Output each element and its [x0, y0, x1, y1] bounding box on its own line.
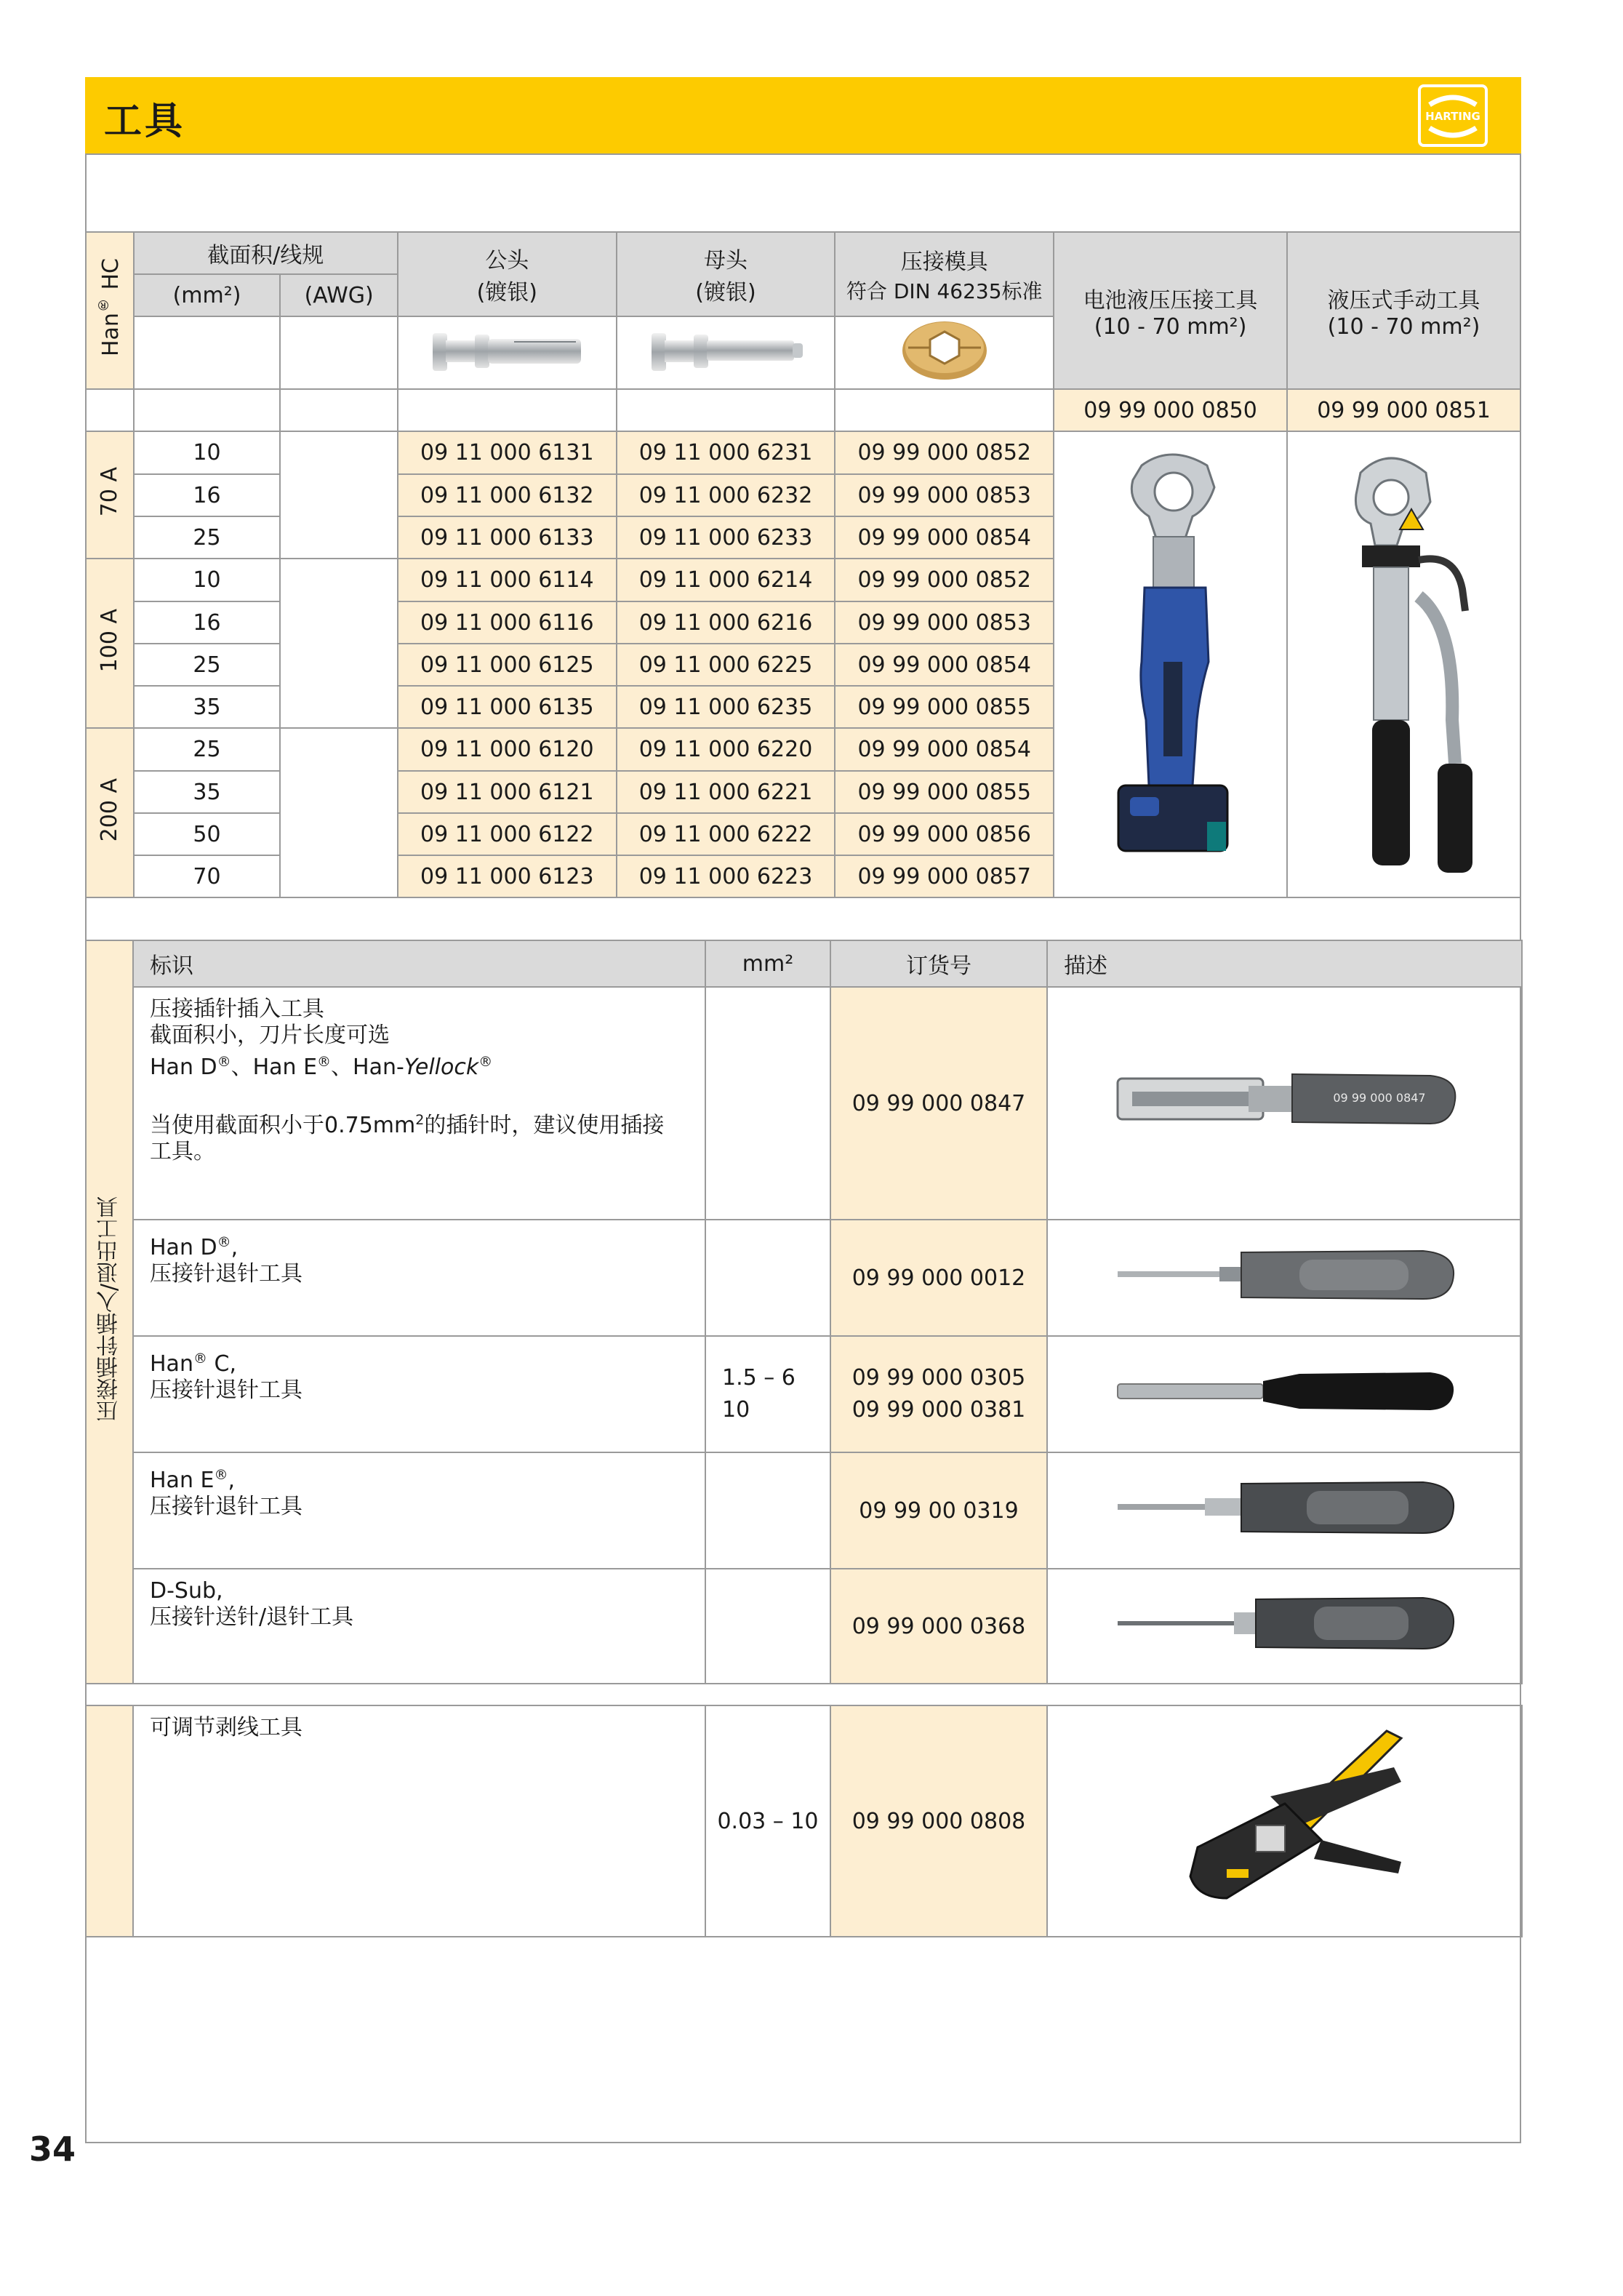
female-order: 09 11 000 6232 — [617, 474, 835, 516]
han-c-mm2: 1.5 – 6 10 — [705, 1336, 830, 1452]
stripping-tool-table — [85, 1705, 1523, 1937]
die-header: 压接模具 符合 DIN 46235标准 — [835, 232, 1054, 316]
stripping-tool-name: 可调节剥线工具 — [133, 1705, 705, 1937]
insertion-tool-icon — [1110, 1057, 1459, 1144]
stripping-tool-image — [1047, 1705, 1522, 1937]
han-c-extraction-tool-icon — [1110, 1355, 1459, 1428]
group-70a-label: 70 A — [86, 431, 134, 559]
male-order: 09 11 000 6135 — [398, 686, 617, 728]
male-order: 09 11 000 6116 — [398, 601, 617, 644]
mm2-cell: 70 — [134, 855, 281, 897]
mm2-cell: 16 — [134, 601, 281, 644]
male-order: 09 11 000 6133 — [398, 516, 617, 559]
male-contact-image — [398, 316, 617, 389]
female-header: 母头 (镀银) — [617, 232, 835, 316]
female-order: 09 11 000 6231 — [617, 431, 835, 474]
die-order: 09 99 000 0853 — [835, 601, 1054, 644]
dsub-tool-image — [1047, 1569, 1522, 1684]
female-order: 09 11 000 6220 — [617, 728, 835, 771]
mm2-cell: 16 — [134, 474, 281, 516]
mm2-cell: 35 — [134, 686, 281, 728]
page-number: 34 — [29, 2129, 76, 2169]
stripping-tool-order: 09 99 000 0808 — [830, 1705, 1047, 1937]
male-order: 09 11 000 6121 — [398, 771, 617, 813]
crimp-die-icon — [894, 317, 995, 383]
hydraulic-tool-header: 液压式手动工具 (10 - 70 mm²) — [1287, 232, 1520, 389]
female-order: 09 11 000 6235 — [617, 686, 835, 728]
wire-stripper-icon — [1154, 1716, 1416, 1920]
female-order: 09 11 000 6216 — [617, 601, 835, 644]
male-order: 09 11 000 6131 — [398, 431, 617, 474]
mm2-cell: 10 — [134, 559, 281, 601]
cross-section-header: 截面积/线规 — [134, 232, 398, 274]
battery-crimp-tool-icon — [1098, 444, 1243, 880]
page-header — [85, 77, 1521, 155]
han-c-extraction-order: 09 99 000 0305 09 99 000 0381 — [830, 1336, 1047, 1452]
han-hc-label-cell: Han® HC — [86, 232, 134, 389]
insertion-tool-order: 09 99 000 0847 — [830, 987, 1047, 1220]
dsub-tool-order: 09 99 000 0368 — [830, 1569, 1047, 1684]
mm2-cell: 25 — [134, 728, 281, 771]
crimp-die-image — [835, 316, 1054, 389]
han-c-extraction-image — [1047, 1336, 1522, 1452]
order-header: 订货号 — [830, 940, 1047, 987]
mm2-cell: 25 — [134, 516, 281, 559]
die-order: 09 99 000 0852 — [835, 559, 1054, 601]
han-e-extraction-order: 09 99 00 0319 — [830, 1452, 1047, 1569]
die-order: 09 99 000 0854 — [835, 644, 1054, 686]
description-header: 描述 — [1047, 940, 1522, 987]
han-c-extraction-description: Han® C, 压接针退针工具 — [133, 1336, 705, 1452]
mm2-header: mm² — [705, 940, 830, 987]
mm2-cell: 35 — [134, 771, 281, 813]
group-100a-label: 100 A — [86, 559, 134, 728]
dsub-tool-description: D-Sub, 压接针送针/退针工具 — [133, 1569, 705, 1684]
female-order: 09 11 000 6223 — [617, 855, 835, 897]
battery-tool-header: 电池液压压接工具 (10 - 70 mm²) — [1054, 232, 1287, 389]
han-d-extraction-order: 09 99 000 0012 — [830, 1220, 1047, 1336]
hydraulic-hand-tool-icon — [1310, 444, 1499, 880]
female-order: 09 11 000 6221 — [617, 771, 835, 813]
harting-logo — [1416, 83, 1489, 148]
mm2-cell: 25 — [134, 644, 281, 686]
svg-text:HARTING: HARTING — [1425, 110, 1480, 123]
stripping-tool-mm2: 0.03 – 10 — [705, 1705, 830, 1937]
han-d-extraction-image — [1047, 1220, 1522, 1336]
battery-tool-order: 09 99 000 0850 — [1054, 389, 1287, 431]
die-order: 09 99 000 0854 — [835, 728, 1054, 771]
female-order: 09 11 000 6214 — [617, 559, 835, 601]
male-order: 09 11 000 6125 — [398, 644, 617, 686]
han-e-extraction-description: Han E®, 压接针退针工具 — [133, 1452, 705, 1569]
han-d-extraction-description: Han D®, 压接针退针工具 — [133, 1220, 705, 1336]
page-title: 工具 — [104, 100, 186, 143]
die-order: 09 99 000 0854 — [835, 516, 1054, 559]
han-e-extraction-image — [1047, 1452, 1522, 1569]
die-order: 09 99 000 0852 — [835, 431, 1054, 474]
battery-tool-image — [1054, 431, 1287, 897]
female-contact-icon — [638, 317, 813, 383]
han-e-extraction-tool-icon — [1110, 1468, 1459, 1548]
die-order: 09 99 000 0857 — [835, 855, 1054, 897]
han-d-extraction-tool-icon — [1110, 1235, 1459, 1315]
mm2-cell: 50 — [134, 813, 281, 855]
male-order: 09 11 000 6120 — [398, 728, 617, 771]
id-header: 标识 — [133, 940, 705, 987]
die-order: 09 99 000 0855 — [835, 771, 1054, 813]
awg-header: (AWG) — [280, 274, 397, 316]
insertion-tool-image — [1047, 987, 1522, 1220]
dsub-tool-icon — [1110, 1583, 1459, 1663]
male-order: 09 11 000 6123 — [398, 855, 617, 897]
die-order: 09 99 000 0853 — [835, 474, 1054, 516]
hydraulic-tool-image — [1287, 431, 1520, 897]
insertion-extraction-table — [85, 940, 1523, 1684]
female-order: 09 11 000 6222 — [617, 813, 835, 855]
die-order: 09 99 000 0856 — [835, 813, 1054, 855]
female-contact-image — [617, 316, 835, 389]
die-order: 09 99 000 0855 — [835, 686, 1054, 728]
male-header: 公头 (镀银) — [398, 232, 617, 316]
male-order: 09 11 000 6114 — [398, 559, 617, 601]
mm2-cell: 10 — [134, 431, 281, 474]
male-contact-icon — [420, 317, 594, 383]
male-order: 09 11 000 6132 — [398, 474, 617, 516]
insertion-tool-description: 压接插针插入工具 截面积小，刀片长度可选 Han D®、Han E®、Han-Yellock® 当使用截面积小于$0.75mm^2$的插针时，建议使用插接 工具。 — [133, 987, 705, 1220]
svg-text:09 99 000 0847: 09 99 000 0847 — [1332, 1091, 1426, 1105]
hydraulic-tool-order: 09 99 000 0851 — [1287, 389, 1520, 431]
insertion-extraction-side-label: 压接插针插入/退出工具 — [86, 940, 133, 1684]
female-order: 09 11 000 6233 — [617, 516, 835, 559]
mm2-header: (mm²) — [134, 274, 281, 316]
male-order: 09 11 000 6122 — [398, 813, 617, 855]
group-200a-label: 200 A — [86, 728, 134, 897]
female-order: 09 11 000 6225 — [617, 644, 835, 686]
han-hc-table — [85, 231, 1521, 898]
